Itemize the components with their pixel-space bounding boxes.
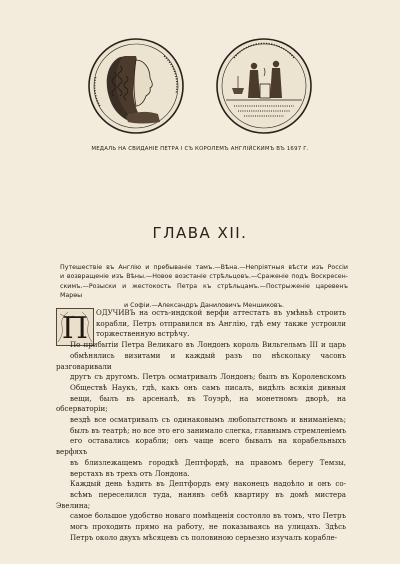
summary-line: и возвращеніе изъ Вѣны.—Новое возстаніе стрѣльцовъ.—Сраженіе подъ Воскресен- xyxy=(60,273,348,281)
text-line: ОДУЧИВЪ на остъ-индской верфи аттестатъ въ умѣньѣ строить xyxy=(96,308,346,317)
text-line: былъ въ театрѣ; но все это его занимало слегка, главнымъ стремленіемъ xyxy=(70,425,346,435)
chapter-title: ГЛАВА XII. xyxy=(152,224,248,242)
text-line: самое большое удобство новаго помѣщенія состояло въ томъ, что Петръ xyxy=(70,511,346,521)
text-line: По прибытіи Петра Великаго въ Лондонъ король Вильгельмъ III и царь xyxy=(70,340,346,350)
paragraph xyxy=(56,479,346,543)
text-line: всѣмъ переселился туда, нанявъ себѣ квартиру въ домѣ мистера Эвелина; xyxy=(56,489,346,510)
summary-line: скимъ.—Розыски и жестокость Петра къ стрѣльцамъ.—Пострыженіе царевенъ Марѳы xyxy=(60,282,348,300)
text-line: въ близлежащемъ городкѣ Дептфордѣ, на правомъ берегу Темзы, xyxy=(70,457,346,467)
text-line: вездѣ все осматривалъ съ одинаковымъ любопытствомъ и вниманіемъ; xyxy=(70,415,346,425)
chapter-summary xyxy=(60,263,348,310)
text-line: обмѣнялись визитами и каждый разъ по нѣскольку часовъ разговаривали xyxy=(56,350,346,371)
allegory-medal xyxy=(217,39,311,133)
paragraph xyxy=(56,308,346,340)
medals-illustration xyxy=(78,36,318,136)
text-line: торжественную встрѣчу. xyxy=(96,329,190,339)
text-line: Каждый день ѣздить въ Дептфордъ ему наконецъ надоѣло и онъ со- xyxy=(70,479,346,489)
text-line: другъ съ другомъ. Петръ осматривалъ Лондонъ; былъ въ Королевскомъ xyxy=(70,372,346,382)
text-line: корабли, Петръ отправился въ Англію, гдѣ ему также устроили xyxy=(96,318,346,328)
text-line: верстахъ въ трехъ отъ Лондона. xyxy=(70,468,190,478)
dropcap-letter: П xyxy=(61,311,89,346)
paragraph xyxy=(56,340,346,479)
text-line: его оставались корабли; онъ чаще всего бывалъ на корабельныхъ верфяхъ xyxy=(56,436,346,457)
text-line: вещи, былъ въ арсеналѣ, въ Тоуэрѣ, на монетномъ дворѣ, на обсерваторіи; xyxy=(56,393,346,414)
portrait-medal xyxy=(89,39,183,133)
illustration-caption: МЕДАЛЬ НА СВИДАНІЕ ПЕТРА I СЪ КОРОЛЕМЪ АНГЛІЙСКИМЪ ВЪ 1697 Г. xyxy=(91,146,309,152)
summary-line: и Софіи.—Александръ Даниловичъ Меншиковъ. xyxy=(123,301,285,309)
summary-line: Путешествіе въ Англію и пребываніе тамъ.—Вѣна.—Непріятныя вѣсти изъ Россіи xyxy=(60,264,348,271)
body-text xyxy=(56,308,346,543)
text-line: могъ проходить прямо на работу, не показываясь на улицахъ. Здѣсь xyxy=(70,522,346,532)
text-line: Петръ около двухъ мѣсяцевъ съ половиною серьезно изучалъ корабле- xyxy=(70,532,338,542)
text-line: Обществѣ Наукъ, гдѣ, какъ онъ самъ писалъ, видѣлъ всякія дивныя xyxy=(70,382,346,392)
